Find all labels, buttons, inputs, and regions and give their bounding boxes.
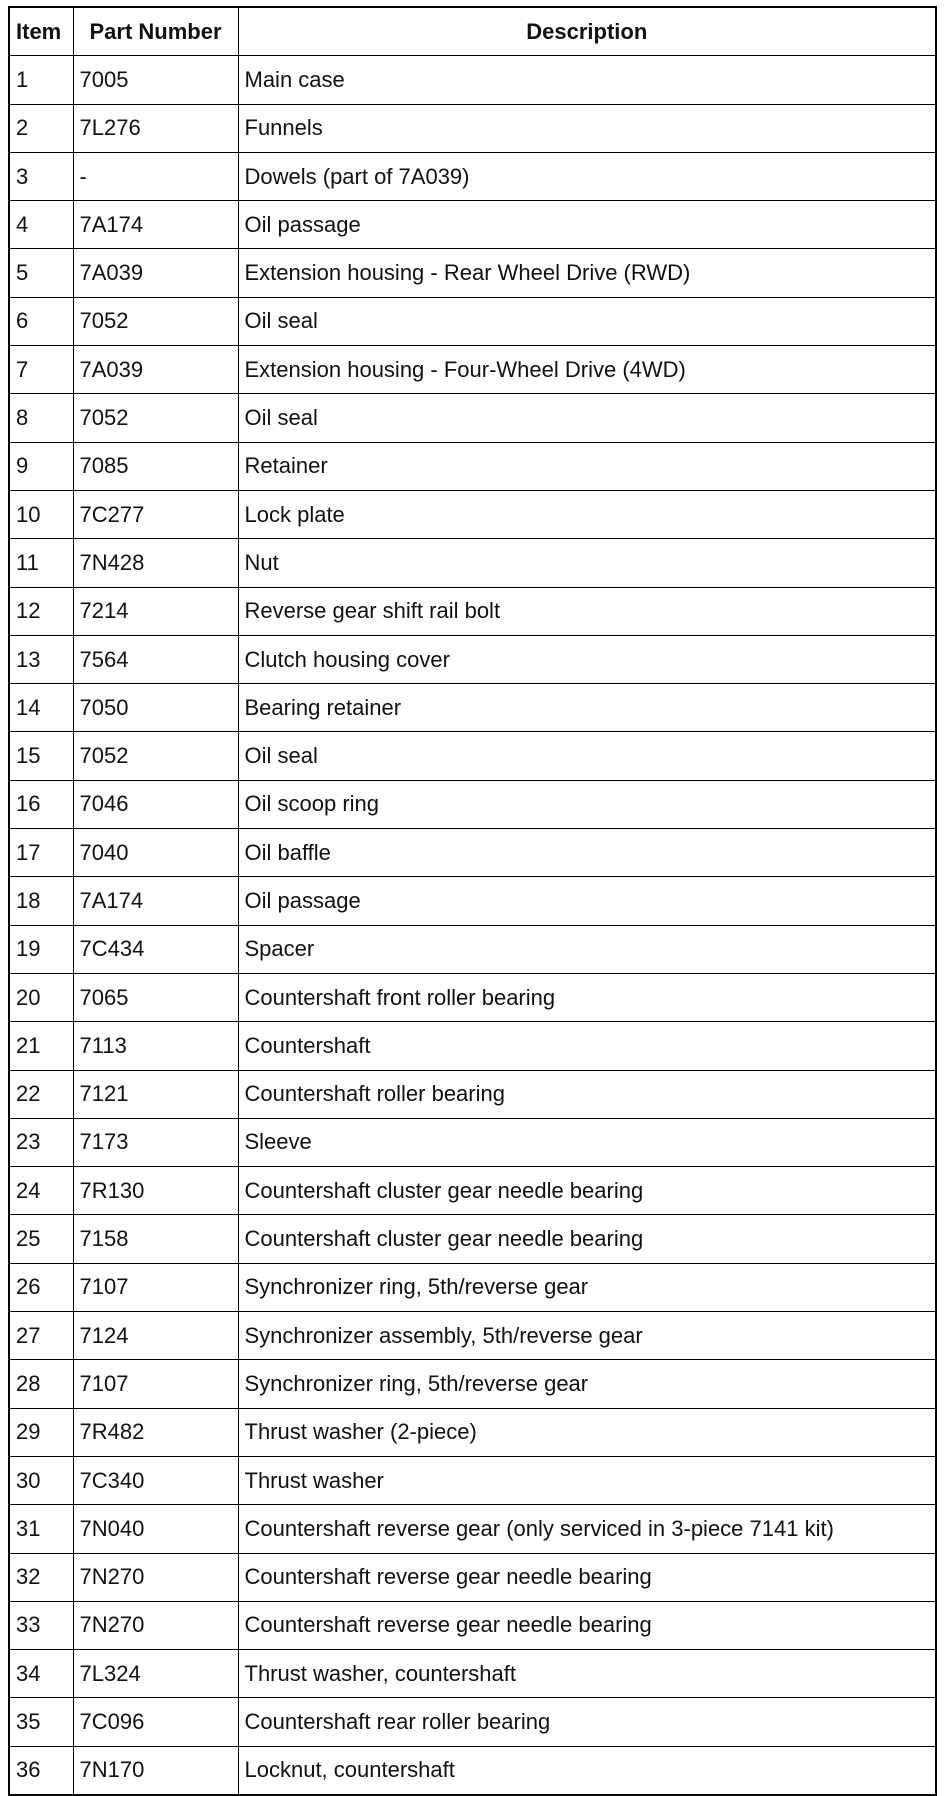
cell-part-number: 7052 (73, 297, 238, 345)
cell-part-number: 7N170 (73, 1746, 238, 1795)
table-row (9, 442, 936, 490)
table-row (9, 587, 936, 635)
table-row (9, 1215, 936, 1263)
cell-item: 2 (9, 104, 73, 152)
table-row (9, 684, 936, 732)
cell-item: 5 (9, 249, 73, 297)
table-row (9, 1022, 936, 1070)
cell-item: 27 (9, 1312, 73, 1360)
cell-item: 33 (9, 1601, 73, 1649)
table-row (9, 1263, 936, 1311)
cell-part-number: 7564 (73, 635, 238, 683)
table-row (9, 1650, 936, 1698)
cell-description: Reverse gear shift rail bolt (238, 587, 936, 635)
cell-item: 35 (9, 1698, 73, 1746)
cell-item: 26 (9, 1263, 73, 1311)
table-row (9, 249, 936, 297)
cell-part-number: 7A174 (73, 877, 238, 925)
cell-item: 17 (9, 829, 73, 877)
cell-item: 6 (9, 297, 73, 345)
cell-description: Nut (238, 539, 936, 587)
table-row (9, 732, 936, 780)
cell-part-number: 7052 (73, 394, 238, 442)
table-row (9, 1746, 936, 1795)
table-row (9, 1070, 936, 1118)
cell-description: Bearing retainer (238, 684, 936, 732)
cell-part-number: 7N428 (73, 539, 238, 587)
header-item: Item (9, 7, 73, 56)
cell-item: 31 (9, 1505, 73, 1553)
table-row (9, 490, 936, 538)
cell-item: 1 (9, 56, 73, 104)
cell-part-number: 7C277 (73, 490, 238, 538)
cell-description: Main case (238, 56, 936, 104)
cell-part-number: 7065 (73, 973, 238, 1021)
cell-item: 3 (9, 152, 73, 200)
table-row (9, 877, 936, 925)
table-row (9, 539, 936, 587)
cell-item: 14 (9, 684, 73, 732)
cell-description: Sleeve (238, 1118, 936, 1166)
parts-table (8, 6, 937, 1796)
cell-description: Oil scoop ring (238, 780, 936, 828)
cell-description: Synchronizer ring, 5th/reverse gear (238, 1263, 936, 1311)
cell-item: 16 (9, 780, 73, 828)
cell-item: 29 (9, 1408, 73, 1456)
cell-part-number: 7052 (73, 732, 238, 780)
table-row (9, 56, 936, 104)
table-row (9, 104, 936, 152)
table-row (9, 1118, 936, 1166)
table-row (9, 1698, 936, 1746)
cell-item: 32 (9, 1553, 73, 1601)
cell-description: Countershaft roller bearing (238, 1070, 936, 1118)
cell-part-number: 7107 (73, 1263, 238, 1311)
cell-description: Oil seal (238, 732, 936, 780)
cell-part-number: 7046 (73, 780, 238, 828)
header-description: Description (238, 7, 936, 56)
table-row (9, 394, 936, 442)
cell-description: Extension housing - Four-Wheel Drive (4WD) (238, 346, 936, 394)
cell-description: Oil seal (238, 297, 936, 345)
table-row (9, 201, 936, 249)
cell-item: 25 (9, 1215, 73, 1263)
cell-part-number: 7C434 (73, 925, 238, 973)
cell-description: Lock plate (238, 490, 936, 538)
cell-part-number: 7A174 (73, 201, 238, 249)
cell-part-number: 7158 (73, 1215, 238, 1263)
cell-description: Dowels (part of 7A039) (238, 152, 936, 200)
cell-part-number: 7R482 (73, 1408, 238, 1456)
cell-item: 19 (9, 925, 73, 973)
cell-item: 23 (9, 1118, 73, 1166)
cell-part-number: 7107 (73, 1360, 238, 1408)
table-row (9, 1312, 936, 1360)
cell-item: 24 (9, 1167, 73, 1215)
cell-part-number: 7173 (73, 1118, 238, 1166)
cell-part-number: 7050 (73, 684, 238, 732)
table-row (9, 152, 936, 200)
table-row (9, 1505, 936, 1553)
cell-description: Thrust washer (2-piece) (238, 1408, 936, 1456)
cell-part-number: 7L276 (73, 104, 238, 152)
table-header (9, 7, 936, 56)
cell-description: Countershaft cluster gear needle bearing (238, 1215, 936, 1263)
cell-item: 34 (9, 1650, 73, 1698)
cell-description: Countershaft (238, 1022, 936, 1070)
header-part-number: Part Number (73, 7, 238, 56)
cell-description: Synchronizer ring, 5th/reverse gear (238, 1360, 936, 1408)
cell-description: Countershaft rear roller bearing (238, 1698, 936, 1746)
cell-part-number: 7L324 (73, 1650, 238, 1698)
cell-item: 15 (9, 732, 73, 780)
table-row (9, 1360, 936, 1408)
cell-item: 20 (9, 973, 73, 1021)
cell-description: Countershaft reverse gear needle bearing (238, 1601, 936, 1649)
cell-description: Oil passage (238, 877, 936, 925)
table-row (9, 1456, 936, 1504)
cell-part-number: 7R130 (73, 1167, 238, 1215)
cell-part-number: 7121 (73, 1070, 238, 1118)
cell-description: Thrust washer (238, 1456, 936, 1504)
table-row (9, 973, 936, 1021)
table-row (9, 1601, 936, 1649)
cell-item: 36 (9, 1746, 73, 1795)
table-row (9, 925, 936, 973)
cell-description: Countershaft reverse gear needle bearing (238, 1553, 936, 1601)
cell-item: 12 (9, 587, 73, 635)
table-row (9, 1167, 936, 1215)
table-row (9, 1408, 936, 1456)
cell-part-number: 7113 (73, 1022, 238, 1070)
cell-description: Oil seal (238, 394, 936, 442)
cell-description: Thrust washer, countershaft (238, 1650, 936, 1698)
table-row (9, 297, 936, 345)
cell-item: 22 (9, 1070, 73, 1118)
cell-description: Retainer (238, 442, 936, 490)
cell-part-number: 7A039 (73, 346, 238, 394)
cell-description: Countershaft cluster gear needle bearing (238, 1167, 936, 1215)
cell-item: 7 (9, 346, 73, 394)
cell-part-number: - (73, 152, 238, 200)
cell-part-number: 7N270 (73, 1601, 238, 1649)
cell-part-number: 7C340 (73, 1456, 238, 1504)
cell-part-number: 7085 (73, 442, 238, 490)
table-body (9, 56, 936, 1795)
cell-item: 13 (9, 635, 73, 683)
cell-item: 18 (9, 877, 73, 925)
cell-part-number: 7124 (73, 1312, 238, 1360)
cell-description: Clutch housing cover (238, 635, 936, 683)
table-row (9, 346, 936, 394)
cell-description: Funnels (238, 104, 936, 152)
cell-description: Synchronizer assembly, 5th/reverse gear (238, 1312, 936, 1360)
table-row (9, 635, 936, 683)
cell-item: 30 (9, 1456, 73, 1504)
cell-item: 8 (9, 394, 73, 442)
cell-description: Countershaft front roller bearing (238, 973, 936, 1021)
cell-description: Oil baffle (238, 829, 936, 877)
cell-item: 28 (9, 1360, 73, 1408)
cell-part-number: 7N270 (73, 1553, 238, 1601)
cell-item: 11 (9, 539, 73, 587)
cell-part-number: 7C096 (73, 1698, 238, 1746)
cell-part-number: 7N040 (73, 1505, 238, 1553)
cell-item: 21 (9, 1022, 73, 1070)
cell-description: Countershaft reverse gear (only serviced in 3-piece 7141 kit) (238, 1505, 936, 1553)
cell-description: Oil passage (238, 201, 936, 249)
cell-part-number: 7A039 (73, 249, 238, 297)
cell-item: 4 (9, 201, 73, 249)
cell-part-number: 7214 (73, 587, 238, 635)
cell-description: Spacer (238, 925, 936, 973)
cell-item: 10 (9, 490, 73, 538)
table-row (9, 829, 936, 877)
table-row (9, 1553, 936, 1601)
cell-description: Extension housing - Rear Wheel Drive (RWD) (238, 249, 936, 297)
cell-part-number: 7040 (73, 829, 238, 877)
header-row (9, 7, 936, 56)
cell-description: Locknut, countershaft (238, 1746, 936, 1795)
cell-part-number: 7005 (73, 56, 238, 104)
cell-item: 9 (9, 442, 73, 490)
table-row (9, 780, 936, 828)
